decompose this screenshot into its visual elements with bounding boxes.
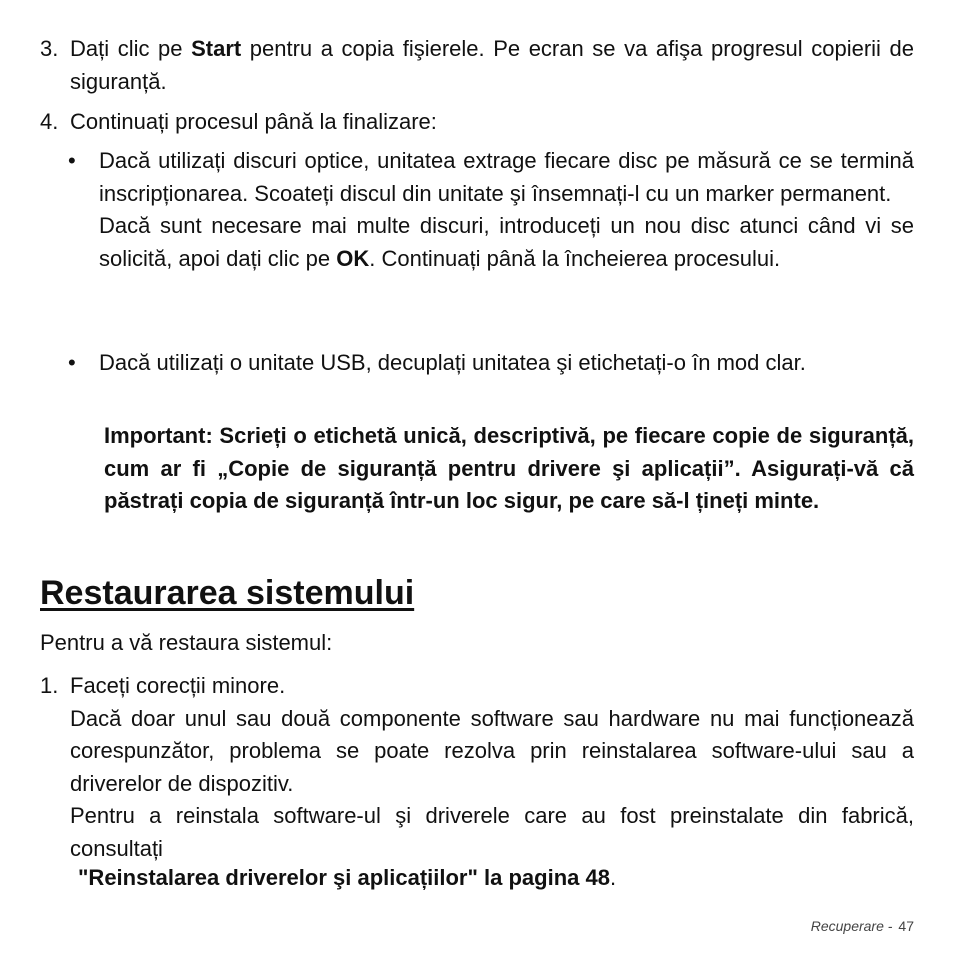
cross-reference: "Reinstalarea driverelor şi aplicațiilor" la pagina 48. [78,865,617,890]
restore-step-1-title: Faceți corecții minore. [70,673,286,698]
page-footer [811,918,914,934]
bullet-mark: • [68,350,76,375]
bullet-optical-discs [68,145,914,275]
restore-step-1-para-2: Pentru a reinstala software-ul şi driverele care au fost preinstalate din fabrică, consultați [70,803,914,861]
step-number: 3. [40,36,59,61]
start-keyword: Start [191,36,242,61]
bullet-1-continuation: Dacă sunt necesare mai multe discuri, introduceți un nou disc atunci când vi se solicită, apoi dați clic pe OK. Continuați până la încheierea procesului. [99,213,914,271]
restore-step-1-para-1: Dacă doar unul sau două componente software sau hardware nu mai funcționează corespunzător, problema se poate rezolva prin reinstalarea software-ului sau a driverelor de dispozitiv. [70,705,914,796]
cross-reference-link[interactable]: "Reinstalarea driverelor şi aplicațiilor" la pagina 48 [78,865,610,890]
bullet-1-text: Dacă utilizați discuri optice, unitatea extrage fiecare disc pe măsură ce se termină inscripționarea. Scoateți discul din unitate şi însemnați-l cu un marker permanent. [99,148,914,206]
footer-section: Recuperare - [810,918,893,934]
step-3 [40,33,914,98]
bullet-usb-drive [68,347,914,380]
restore-step-1 [40,670,914,865]
step-4 [40,106,914,139]
bullet-mark: • [68,148,76,173]
section-intro: Pentru a vă restaura sistemul: [40,630,333,655]
bullet-2-text: Dacă utilizați o unitate USB, decuplați unitatea şi etichetați-o în mod clar. [99,350,806,375]
step-number: 1. [40,673,59,698]
section-heading: Restaurarea sistemului [40,574,415,612]
ok-keyword: OK [336,245,370,271]
step-number: 4. [40,109,59,134]
important-note: Important: Scrieți o etichetă unică, descriptivă, pe fiecare copie de siguranță, cum ar fi „Copie de siguranță pentru drivere şi aplicații”. Asigurați-vă că păstrați copia de siguranță într-un loc sigur, pe care să-l țineți minte. [104,423,914,513]
page-number: 47 [898,918,914,934]
step-3-text: Dați clic pe Start pentru a copia fişierele. Pe ecran se va afişa progresul copierii de siguranță. [70,36,914,94]
step-4-text: Continuați procesul până la finalizare: [70,109,437,134]
